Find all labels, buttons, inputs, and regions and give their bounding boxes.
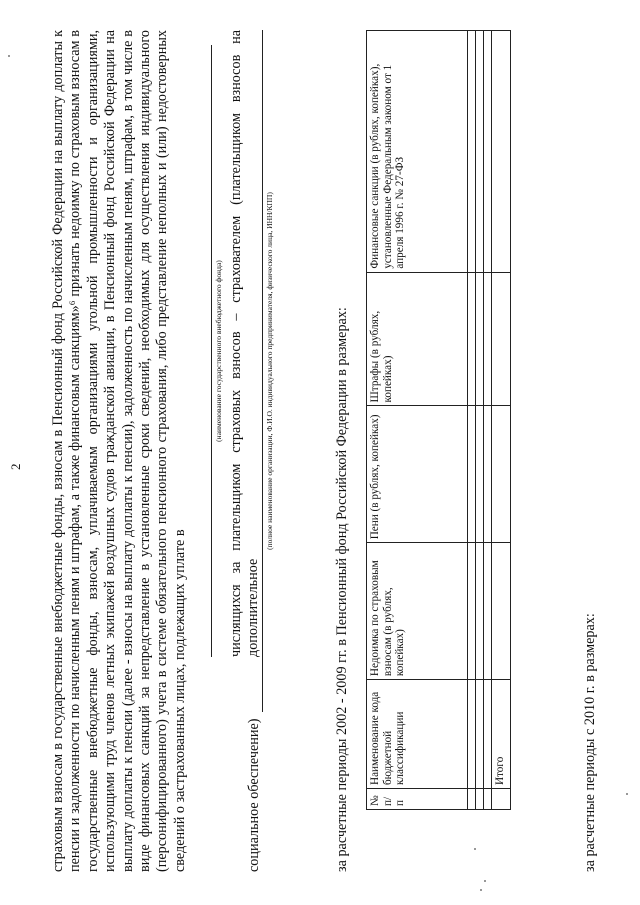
table-header-row bbox=[367, 31, 468, 810]
table-row bbox=[484, 31, 492, 810]
total-label: Итого bbox=[492, 680, 511, 789]
fund-name-blank-line bbox=[211, 45, 212, 657]
scan-speck bbox=[474, 848, 476, 850]
fund-caption: (наименование государственного внебюджетного фонда) bbox=[214, 260, 223, 442]
finance-table bbox=[366, 30, 511, 810]
social-line: социальное обеспечение) bbox=[246, 718, 262, 872]
scan-speck bbox=[484, 880, 486, 882]
page-number: 2 bbox=[8, 463, 23, 470]
header-cell: Недоимка по страховым взносам (в рублях, копейках) bbox=[367, 543, 468, 680]
scan-speck bbox=[626, 793, 628, 795]
org-name-blank-line bbox=[262, 30, 263, 712]
scan-speck bbox=[480, 889, 482, 891]
period-2002-2009: за расчетные периоды 2002 - 2009 гг. в Пенсионный фонд Российской Федерации в размерах: bbox=[334, 307, 350, 872]
listed-line: числящихся за плательщиком страховых взносов – страхователем (плательщиком взносов на дополнительное bbox=[228, 30, 261, 657]
table-total-row bbox=[492, 31, 511, 810]
table-row bbox=[476, 31, 484, 810]
body-paragraph: страховым взносам в государственные внебюджетные фонды, взносам в Пенсионный фонд Российской Федерации на выплату доплаты к пенсии и задолженности по начисленным пеням и штрафам, а также финансовым санкциям»⁶ признать недоимку по страховым взносам в государственные внебюджетные фонды, взносам, уплачиваемым организациями угольной промышленности и организациями, использующими труд членов летных экипажей воздушных судов гражданской авиации, в Пенсионный фонд Российской Федерации на выплату доплаты к пенсии (далее - взносы на выплату доплаты к пенсии), задолженность по начисленным пеням, штрафам, в том числе в виде финансовых санкций за непредставление в установленные сроки сведений, необходимых для осуществления индивидуального (персонифицированного) учета в системе обязательного пенсионного страхования, либо представление неполных и (или) недостоверных сведений о застрахованных лицах, подлежащих уплате в bbox=[50, 30, 188, 872]
scan-speck bbox=[8, 55, 10, 57]
header-cell: Наименование кода бюджетной классификации bbox=[367, 680, 468, 789]
period-from-2010: за расчетные периоды с 2010 г. в размерах: bbox=[582, 613, 598, 872]
header-cell: Штрафы (в рублях, копейках) bbox=[367, 272, 468, 406]
header-cell: № п/п bbox=[367, 789, 468, 810]
org-caption: (полное наименование организации, Ф.И.О. индивидуального предпринимателя, физического лица, ИНН/КПП) bbox=[265, 192, 274, 550]
header-cell: Пени (в рублях, копейках) bbox=[367, 406, 468, 543]
table-row bbox=[468, 31, 476, 810]
header-cell: Финансовые санкции (в рублях, копейках), установленные Федеральным законом от 1 апреля 1996 г. № 27-ФЗ bbox=[367, 31, 468, 273]
